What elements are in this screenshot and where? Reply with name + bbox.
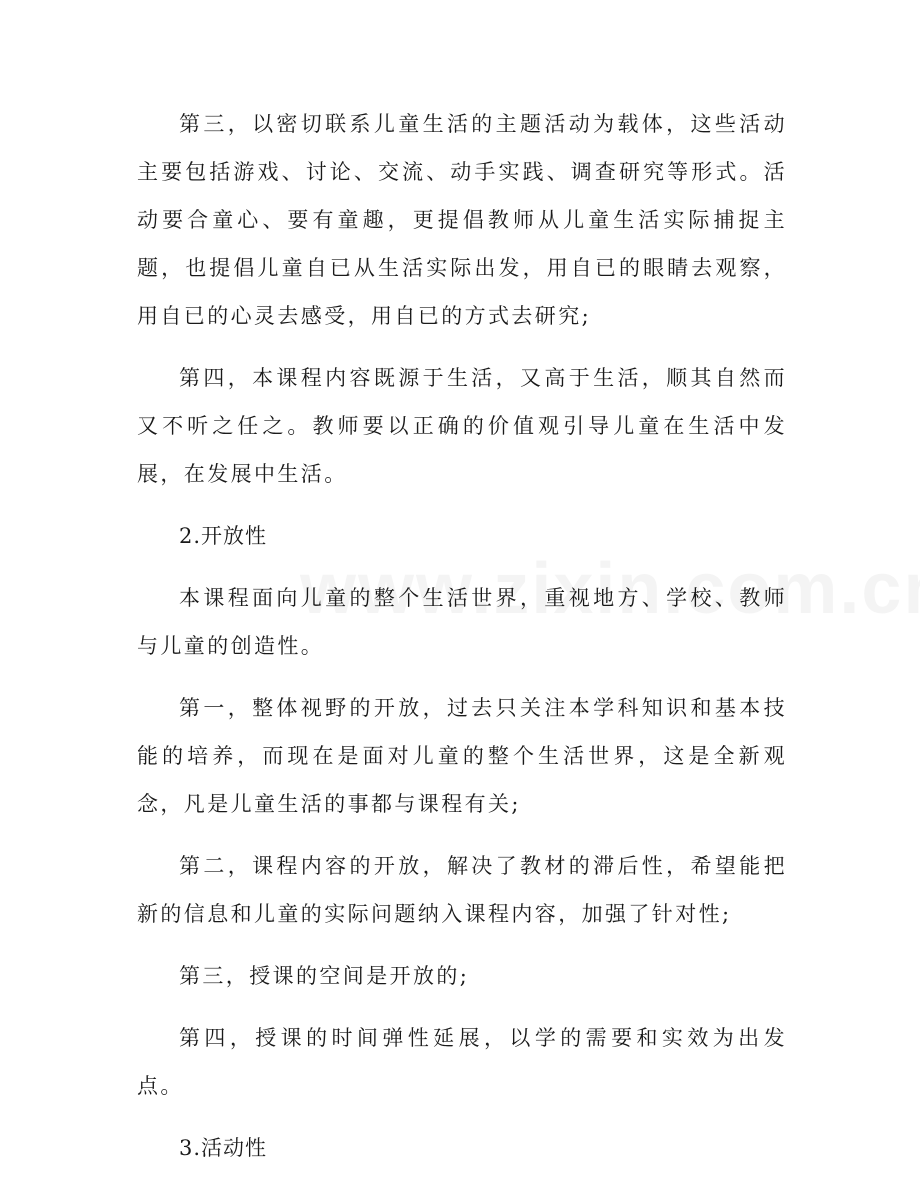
document-body (137, 100, 787, 1186)
paragraph: 第一，整体视野的开放，过去只关注本学科知识和基本技能的培养，而现在是面对儿童的整个生活世界，这是全新观念，凡是儿童生活的事都与课程有关; (137, 696, 787, 816)
paragraph: 第四，授课的时间弹性延展，以学的需要和实效为出发点。 (137, 1026, 787, 1098)
paragraph: 第二，课程内容的开放，解决了教材的滞后性，希望能把新的信息和儿童的实际问题纳入课程内容，加强了针对性; (137, 854, 787, 926)
paragraph: 第四，本课程内容既源于生活，又高于生活，顺其自然而又不听之任之。教师要以正确的价值观引导儿童在生活中发展，在发展中生活。 (137, 366, 787, 486)
paragraph: 第三，以密切联系儿童生活的主题活动为载体，这些活动主要包括游戏、讨论、交流、动手实践、调查研究等形式。活动要合童心、要有童趣，更提倡教师从儿童生活实际捕捉主题，也提倡儿童自已从生活实际出发，用自已的眼睛去观察，用自已的心灵去感受，用自已的方式去研究; (137, 112, 787, 328)
section-heading: 2.开放性 (179, 524, 268, 548)
paragraph: 第三，授课的空间是开放的; (179, 964, 470, 988)
section-heading: 3.活动性 (179, 1136, 268, 1160)
paragraph: 本课程面向儿童的整个生活世界，重视地方、学校、教师与儿童的创造性。 (137, 586, 787, 658)
